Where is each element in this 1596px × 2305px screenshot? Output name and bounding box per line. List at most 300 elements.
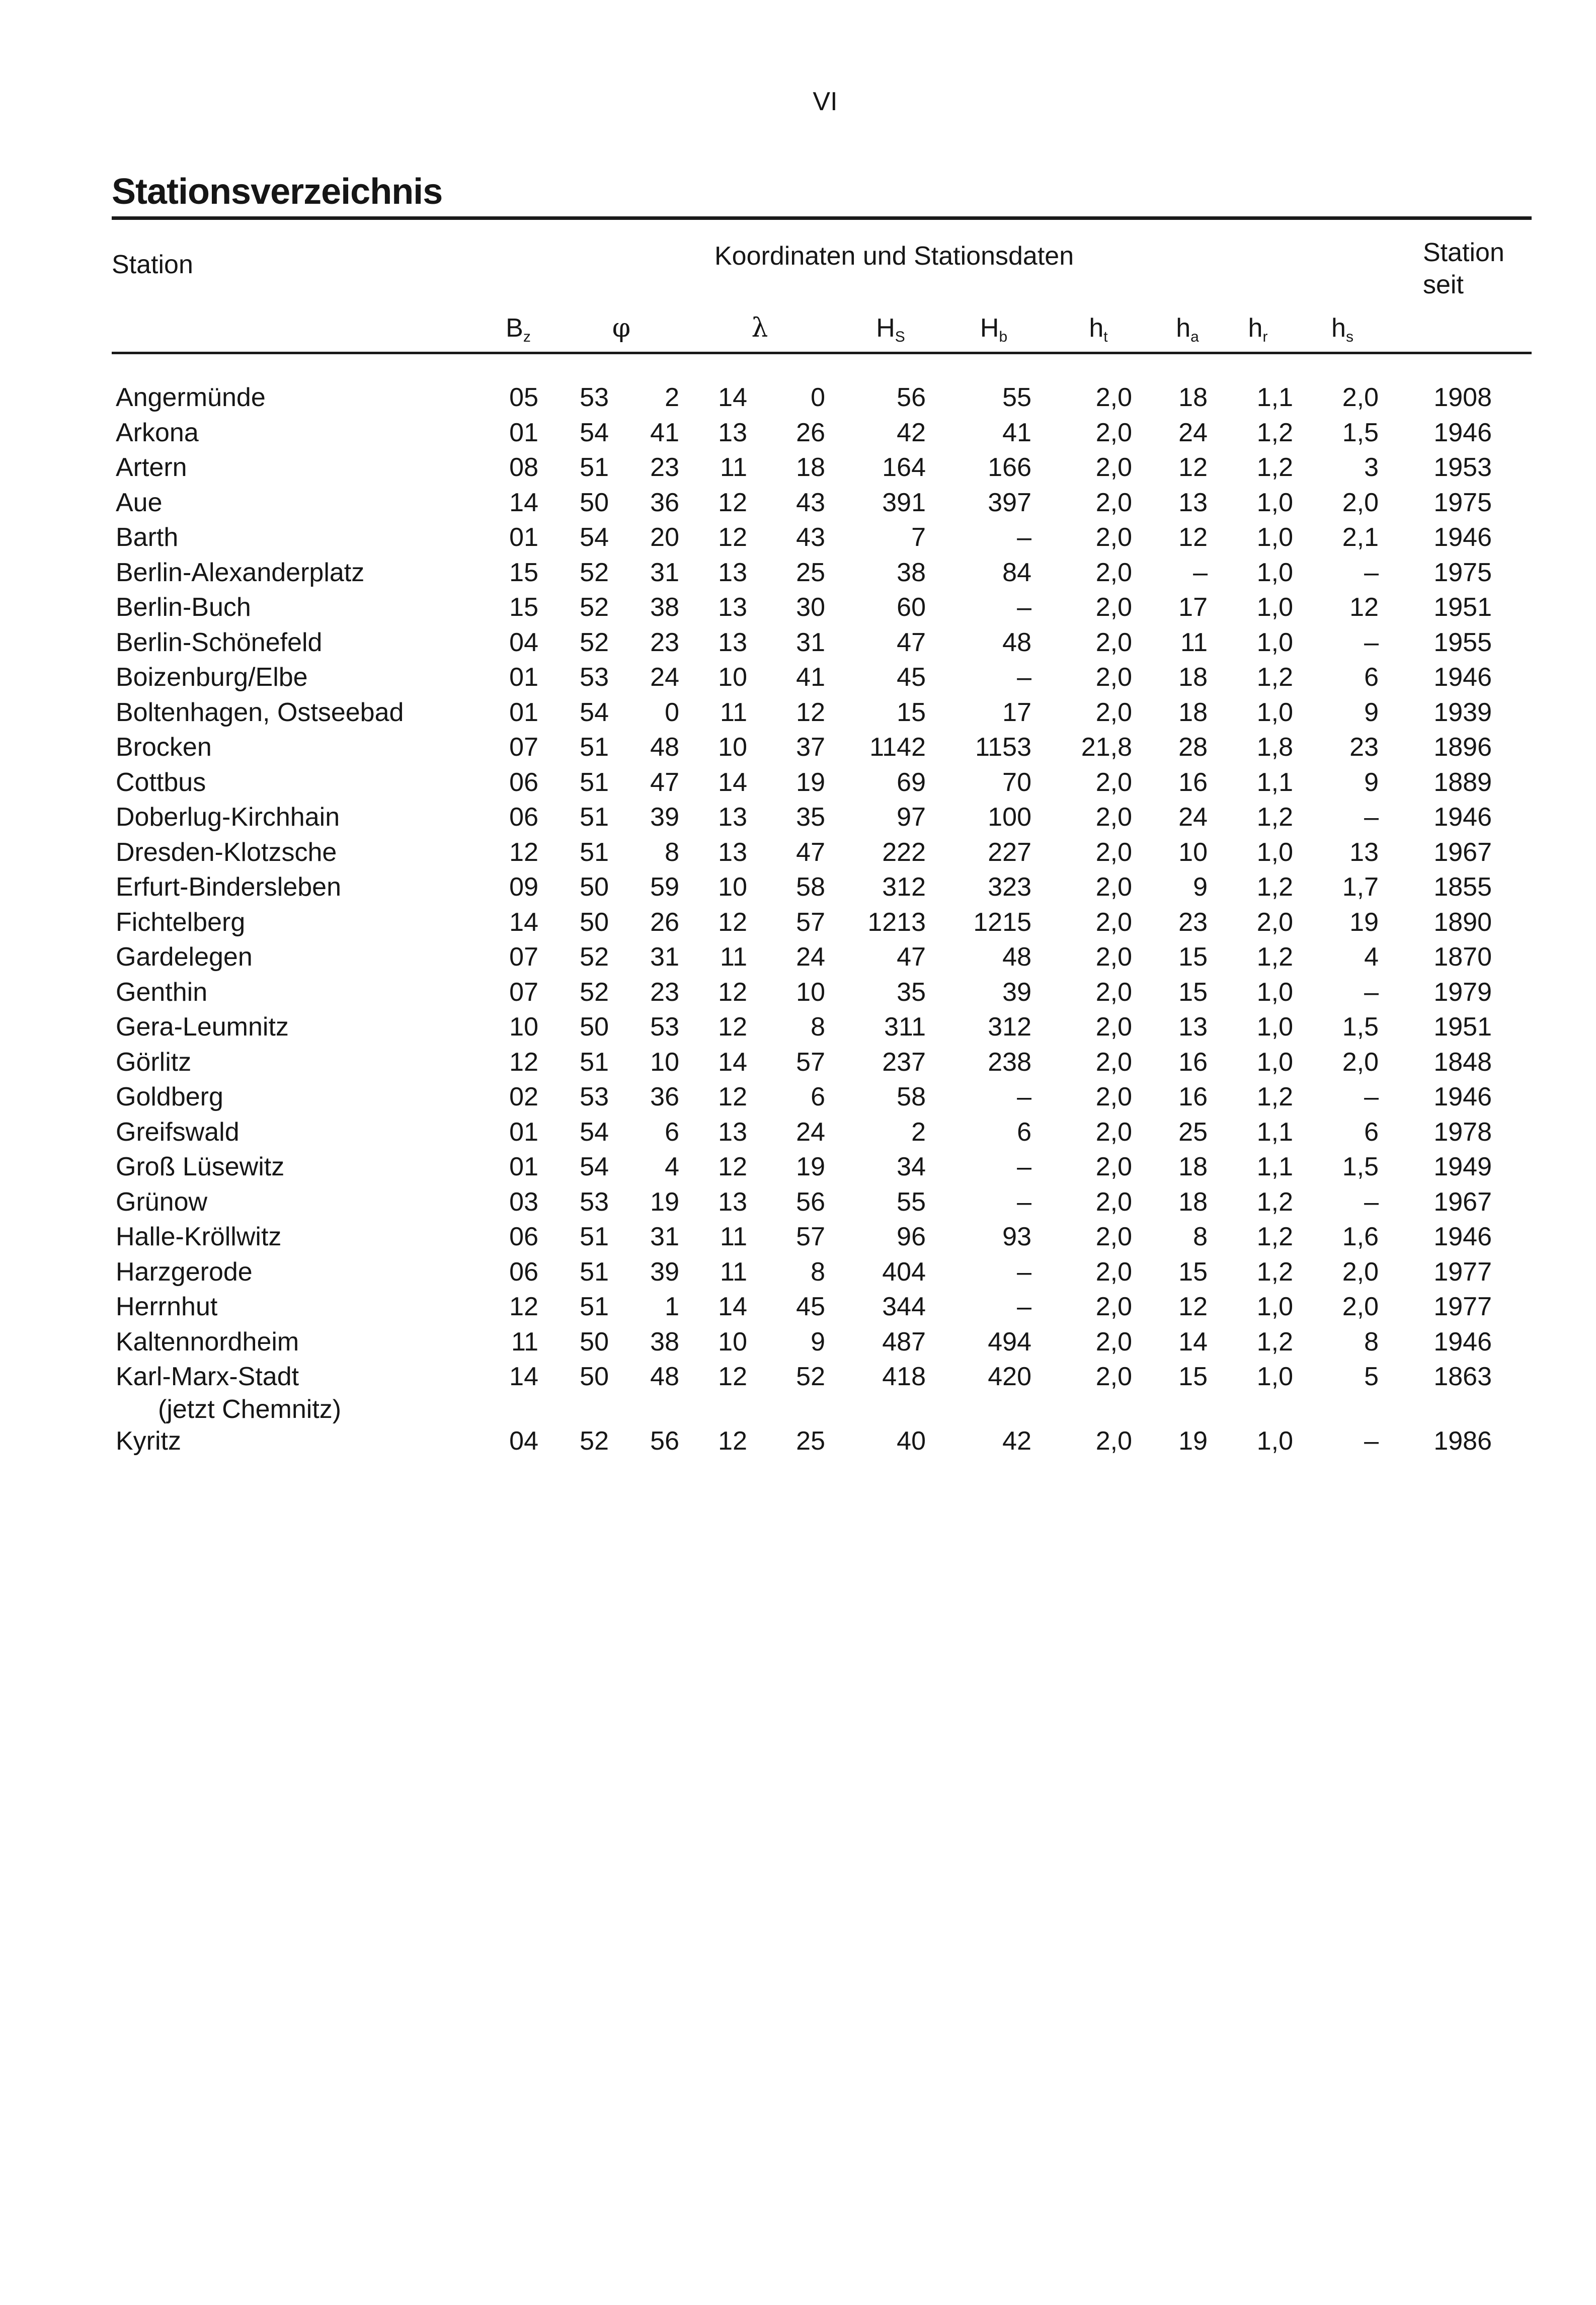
cell-bz: 07	[509, 942, 538, 972]
cell-barometer-height: 48	[1002, 942, 1031, 972]
header-phi: φ	[612, 313, 631, 343]
header-koordinaten: Koordinaten und Stationsdaten	[714, 242, 1074, 271]
cell-phi-deg: 52	[580, 627, 609, 657]
cell-barometer-height: 1215	[973, 907, 1031, 937]
table-row	[0, 555, 1596, 591]
cell-raingauge-height: 1,2	[1256, 1187, 1293, 1217]
cell-thermometer-height: 21,8	[1081, 733, 1132, 762]
station-name: Berlin-Schönefeld	[116, 627, 323, 657]
cell-bz: 01	[509, 1152, 538, 1181]
cell-phi-min: 20	[650, 523, 679, 552]
cell-lambda-deg: 13	[718, 837, 747, 867]
cell-station-since: 1979	[1433, 977, 1492, 1007]
cell-lambda-deg: 13	[718, 627, 747, 657]
header-hb-sub: b	[999, 329, 1008, 345]
cell-lambda-min: 31	[796, 627, 825, 657]
cell-raingauge-height: 1,0	[1256, 1292, 1293, 1321]
cell-anemometer-height: 25	[1178, 1117, 1208, 1147]
cell-bz: 04	[509, 627, 538, 657]
cell-thermometer-height: 2,0	[1095, 837, 1132, 867]
cell-thermometer-height: 2,0	[1095, 1222, 1132, 1251]
cell-sunshine-height: 9	[1364, 697, 1379, 727]
header-hs-small	[1315, 313, 1370, 346]
table-row	[0, 486, 1596, 521]
header-hr-symbol: h	[1248, 313, 1263, 343]
cell-bz: 08	[509, 453, 538, 482]
cell-anemometer-height: 12	[1178, 523, 1208, 552]
cell-raingauge-height: 1,0	[1256, 1012, 1293, 1042]
cell-station-since: 1986	[1433, 1426, 1492, 1456]
cell-station-name	[116, 1150, 284, 1185]
station-name: Brocken	[116, 733, 212, 762]
cell-bz: 06	[509, 803, 538, 832]
header-hs-big	[863, 313, 918, 346]
table-row	[0, 1424, 1596, 1459]
cell-station-since: 1889	[1433, 767, 1492, 797]
cell-anemometer-height: 16	[1178, 767, 1208, 797]
cell-bz: 01	[509, 697, 538, 727]
cell-lambda-deg: 11	[720, 453, 747, 482]
cell-lambda-min: 30	[796, 593, 825, 622]
cell-lambda-min: 19	[796, 767, 825, 797]
table-row	[0, 1080, 1596, 1115]
cell-anemometer-height: 14	[1178, 1327, 1208, 1357]
cell-station-height: 56	[897, 383, 926, 412]
page-number: VI	[813, 87, 838, 116]
cell-station-since: 1908	[1433, 383, 1492, 412]
cell-station-since: 1953	[1433, 453, 1492, 482]
header-ht-symbol: h	[1089, 313, 1104, 343]
cell-lambda-deg: 13	[718, 418, 747, 447]
cell-sunshine-height: –	[1364, 1082, 1379, 1111]
table-row	[0, 870, 1596, 905]
cell-anemometer-height: 24	[1178, 418, 1208, 447]
header-hs-small-symbol: h	[1331, 313, 1346, 343]
cell-raingauge-height: 1,0	[1256, 558, 1293, 587]
cell-thermometer-height: 2,0	[1095, 942, 1132, 972]
cell-lambda-deg: 10	[718, 663, 747, 692]
section-title: Stationsverzeichnis	[112, 172, 443, 212]
station-name: Karl-Marx-Stadt	[116, 1362, 299, 1391]
cell-bz: 14	[509, 907, 538, 937]
cell-raingauge-height: 1,2	[1256, 1222, 1293, 1251]
header-hb	[966, 313, 1021, 346]
cell-station-name	[116, 730, 212, 765]
cell-lambda-min: 25	[796, 1426, 825, 1456]
cell-station-since: 1939	[1433, 697, 1492, 727]
cell-thermometer-height: 2,0	[1095, 803, 1132, 832]
station-name: Boltenhagen, Ostseebad	[116, 697, 404, 727]
cell-anemometer-height: 18	[1178, 1152, 1208, 1181]
cell-sunshine-height: 1,5	[1342, 418, 1379, 447]
cell-lambda-min: 37	[796, 733, 825, 762]
cell-anemometer-height: 10	[1178, 837, 1208, 867]
cell-sunshine-height: –	[1364, 977, 1379, 1007]
cell-phi-deg: 54	[580, 1117, 609, 1147]
cell-phi-deg: 53	[580, 383, 609, 412]
cell-raingauge-height: 1,2	[1256, 663, 1293, 692]
cell-thermometer-height: 2,0	[1095, 523, 1132, 552]
cell-raingauge-height: 1,2	[1256, 418, 1293, 447]
cell-station-height: 35	[897, 977, 926, 1007]
station-name: Herrnhut	[116, 1292, 218, 1321]
cell-anemometer-height: 16	[1178, 1082, 1208, 1111]
cell-station-name	[116, 800, 340, 835]
header-hs-small-sub: s	[1345, 329, 1353, 345]
cell-station-since: 1949	[1433, 1152, 1492, 1181]
cell-station-since: 1955	[1433, 627, 1492, 657]
cell-phi-min: 4	[665, 1152, 679, 1181]
header-hr	[1230, 313, 1286, 346]
cell-station-name	[116, 590, 251, 625]
station-name: Harzgerode	[116, 1257, 253, 1287]
cell-bz: 14	[509, 1362, 538, 1391]
cell-anemometer-height: 24	[1178, 803, 1208, 832]
cell-bz: 05	[509, 383, 538, 412]
cell-station-name	[116, 1290, 217, 1325]
cell-barometer-height: 420	[988, 1362, 1031, 1391]
cell-station-name	[116, 625, 322, 661]
cell-phi-deg: 53	[580, 663, 609, 692]
cell-thermometer-height: 2,0	[1095, 627, 1132, 657]
cell-phi-deg: 50	[580, 1327, 609, 1357]
cell-thermometer-height: 2,0	[1095, 663, 1132, 692]
cell-raingauge-height: 2,0	[1256, 907, 1293, 937]
cell-phi-deg: 50	[580, 907, 609, 937]
station-name: Goldberg	[116, 1082, 223, 1111]
header-lambda: λ	[751, 313, 768, 343]
cell-sunshine-height: –	[1364, 1426, 1379, 1456]
cell-sunshine-height: 1,5	[1342, 1012, 1379, 1042]
cell-station-since: 1977	[1433, 1292, 1492, 1321]
cell-phi-min: 48	[650, 1362, 679, 1391]
header-ha-sub: a	[1190, 329, 1199, 345]
table-row	[0, 660, 1596, 695]
cell-station-name	[116, 975, 207, 1010]
station-name: Gardelegen	[116, 942, 253, 972]
cell-bz: 01	[509, 523, 538, 552]
cell-station-height: 47	[897, 627, 926, 657]
cell-station-name	[116, 870, 341, 905]
cell-anemometer-height: 18	[1178, 697, 1208, 727]
cell-raingauge-height: 1,2	[1256, 1327, 1293, 1357]
cell-barometer-height: –	[1017, 1082, 1031, 1111]
cell-lambda-min: 12	[796, 697, 825, 727]
cell-lambda-min: 26	[796, 418, 825, 447]
cell-bz: 12	[509, 837, 538, 867]
station-name: Barth	[116, 523, 179, 552]
station-name: Arkona	[116, 418, 199, 447]
cell-lambda-min: 57	[796, 907, 825, 937]
cell-phi-min: 47	[650, 767, 679, 797]
cell-anemometer-height: 15	[1178, 977, 1208, 1007]
cell-lambda-deg: 12	[718, 1012, 747, 1042]
cell-raingauge-height: 1,0	[1256, 1362, 1293, 1391]
cell-lambda-min: 19	[796, 1152, 825, 1181]
cell-anemometer-height: 18	[1178, 383, 1208, 412]
cell-lambda-deg: 12	[718, 1082, 747, 1111]
station-name: Aue	[116, 488, 163, 517]
cell-phi-deg: 52	[580, 942, 609, 972]
cell-raingauge-height: 1,0	[1256, 488, 1293, 517]
cell-lambda-min: 41	[796, 663, 825, 692]
cell-station-since: 1896	[1433, 733, 1492, 762]
cell-station-height: 391	[882, 488, 926, 517]
cell-station-height: 222	[882, 837, 926, 867]
cell-barometer-height: –	[1017, 1187, 1031, 1217]
station-name: Halle-Kröllwitz	[116, 1222, 282, 1251]
table-row	[0, 1360, 1596, 1424]
table-row	[0, 1150, 1596, 1185]
cell-anemometer-height: 18	[1178, 663, 1208, 692]
cell-bz: 14	[509, 488, 538, 517]
cell-station-height: 312	[882, 872, 926, 902]
table-row	[0, 1255, 1596, 1290]
table-row	[0, 1325, 1596, 1360]
cell-thermometer-height: 2,0	[1095, 1187, 1132, 1217]
cell-anemometer-height: 18	[1178, 1187, 1208, 1217]
cell-phi-deg: 54	[580, 418, 609, 447]
cell-bz: 07	[509, 733, 538, 762]
station-table	[0, 380, 1596, 1459]
cell-station-height: 487	[882, 1327, 926, 1357]
table-row	[0, 380, 1596, 416]
cell-sunshine-height: 2,0	[1342, 1292, 1379, 1321]
cell-station-height: 45	[897, 663, 926, 692]
cell-bz: 01	[509, 418, 538, 447]
cell-sunshine-height: 5	[1364, 1362, 1379, 1391]
cell-station-name	[116, 905, 245, 940]
cell-raingauge-height: 1,0	[1256, 837, 1293, 867]
cell-bz: 15	[509, 593, 538, 622]
cell-sunshine-height: 2,0	[1342, 488, 1379, 517]
cell-anemometer-height: 15	[1178, 1257, 1208, 1287]
station-name: Kyritz	[116, 1426, 181, 1456]
cell-station-height: 237	[882, 1047, 926, 1077]
table-row	[0, 975, 1596, 1010]
station-name: Angermünde	[116, 383, 266, 412]
header-ht	[1071, 313, 1126, 346]
cell-barometer-height: 70	[1002, 767, 1031, 797]
table-row	[0, 1010, 1596, 1045]
cell-station-name	[116, 660, 308, 695]
header-seit-line1: Station	[1423, 238, 1504, 267]
station-name: Dresden-Klotzsche	[116, 837, 337, 867]
cell-thermometer-height: 2,0	[1095, 453, 1132, 482]
cell-thermometer-height: 2,0	[1095, 1327, 1132, 1357]
cell-barometer-height: 42	[1002, 1426, 1031, 1456]
station-name: Cottbus	[116, 767, 206, 797]
table-row	[0, 1220, 1596, 1255]
cell-lambda-min: 57	[796, 1222, 825, 1251]
cell-lambda-deg: 10	[718, 733, 747, 762]
cell-phi-min: 1	[665, 1292, 679, 1321]
cell-anemometer-height: 11	[1180, 627, 1208, 657]
cell-barometer-height: 17	[1002, 697, 1031, 727]
header-ht-sub: t	[1103, 329, 1108, 345]
cell-phi-deg: 52	[580, 1426, 609, 1456]
cell-station-since: 1946	[1433, 1082, 1492, 1111]
cell-barometer-height: 93	[1002, 1222, 1031, 1251]
cell-sunshine-height: –	[1364, 627, 1379, 657]
cell-phi-min: 2	[665, 383, 679, 412]
cell-anemometer-height: 12	[1178, 453, 1208, 482]
cell-bz: 01	[509, 1117, 538, 1147]
cell-phi-deg: 50	[580, 872, 609, 902]
cell-station-height: 97	[897, 803, 926, 832]
table-row	[0, 835, 1596, 870]
cell-lambda-deg: 13	[718, 593, 747, 622]
cell-lambda-min: 8	[811, 1257, 825, 1287]
station-name: Berlin-Buch	[116, 593, 251, 622]
cell-barometer-height: –	[1017, 1257, 1031, 1287]
cell-sunshine-height: 2,0	[1342, 383, 1379, 412]
cell-lambda-min: 25	[796, 558, 825, 587]
cell-barometer-height: 494	[988, 1327, 1031, 1357]
cell-sunshine-height: 8	[1364, 1327, 1379, 1357]
cell-sunshine-height: 3	[1364, 453, 1379, 482]
cell-station-since: 1890	[1433, 907, 1492, 937]
station-name: Grünow	[116, 1187, 208, 1217]
cell-station-height: 2	[911, 1117, 926, 1147]
cell-barometer-height: 55	[1002, 383, 1031, 412]
cell-station-height: 34	[897, 1152, 926, 1181]
cell-barometer-height: 6	[1017, 1117, 1031, 1147]
cell-phi-min: 24	[650, 663, 679, 692]
cell-station-name	[116, 1185, 207, 1220]
cell-bz: 06	[509, 1257, 538, 1287]
cell-station-name	[116, 695, 404, 731]
cell-station-since: 1946	[1433, 1327, 1492, 1357]
cell-lambda-min: 47	[796, 837, 825, 867]
cell-lambda-deg: 14	[718, 1292, 747, 1321]
cell-lambda-min: 18	[796, 453, 825, 482]
cell-station-height: 344	[882, 1292, 926, 1321]
cell-bz: 10	[509, 1012, 538, 1042]
cell-phi-min: 31	[650, 1222, 679, 1251]
cell-raingauge-height: 1,2	[1256, 872, 1293, 902]
cell-phi-min: 53	[650, 1012, 679, 1042]
station-name: Kaltennordheim	[116, 1327, 299, 1357]
cell-station-name	[116, 1424, 181, 1459]
cell-barometer-height: 48	[1002, 627, 1031, 657]
cell-station-height: 15	[897, 697, 926, 727]
cell-station-name	[116, 1360, 341, 1424]
cell-raingauge-height: 1,0	[1256, 593, 1293, 622]
cell-barometer-height: –	[1017, 1292, 1031, 1321]
cell-raingauge-height: 1,2	[1256, 1257, 1293, 1287]
cell-phi-deg: 53	[580, 1187, 609, 1217]
cell-thermometer-height: 2,0	[1095, 383, 1132, 412]
cell-barometer-height: 1153	[975, 733, 1031, 762]
cell-thermometer-height: 2,0	[1095, 1152, 1132, 1181]
cell-raingauge-height: 1,0	[1256, 1047, 1293, 1077]
cell-lambda-deg: 10	[718, 1327, 747, 1357]
cell-sunshine-height: 6	[1364, 663, 1379, 692]
station-name: Greifswald	[116, 1117, 240, 1147]
cell-barometer-height: 39	[1002, 977, 1031, 1007]
cell-sunshine-height: –	[1364, 558, 1379, 587]
cell-phi-deg: 52	[580, 977, 609, 1007]
cell-phi-min: 36	[650, 1082, 679, 1111]
station-name: Berlin-Alexanderplatz	[116, 558, 365, 587]
cell-sunshine-height: 6	[1364, 1117, 1379, 1147]
cell-barometer-height: –	[1017, 523, 1031, 552]
cell-lambda-min: 45	[796, 1292, 825, 1321]
cell-raingauge-height: 1,2	[1256, 453, 1293, 482]
cell-lambda-deg: 14	[718, 767, 747, 797]
cell-phi-min: 39	[650, 1257, 679, 1287]
cell-barometer-height: 41	[1002, 418, 1031, 447]
cell-lambda-min: 8	[811, 1012, 825, 1042]
cell-sunshine-height: 9	[1364, 767, 1379, 797]
cell-lambda-min: 6	[811, 1082, 825, 1111]
cell-raingauge-height: 1,0	[1256, 697, 1293, 727]
cell-thermometer-height: 2,0	[1095, 1292, 1132, 1321]
cell-lambda-min: 24	[796, 942, 825, 972]
cell-sunshine-height: 13	[1349, 837, 1379, 867]
cell-lambda-deg: 10	[718, 872, 747, 902]
cell-raingauge-height: 1,1	[1256, 1152, 1293, 1181]
cell-thermometer-height: 2,0	[1095, 1426, 1132, 1456]
header-hb-symbol: H	[980, 313, 999, 343]
cell-bz: 07	[509, 977, 538, 1007]
cell-bz: 12	[509, 1292, 538, 1321]
cell-phi-min: 38	[650, 1327, 679, 1357]
cell-station-name	[116, 835, 337, 870]
cell-lambda-min: 0	[811, 383, 825, 412]
cell-phi-min: 23	[650, 977, 679, 1007]
cell-thermometer-height: 2,0	[1095, 558, 1132, 587]
cell-anemometer-height: 17	[1178, 593, 1208, 622]
cell-phi-deg: 54	[580, 697, 609, 727]
cell-station-since: 1975	[1433, 558, 1492, 587]
cell-station-name	[116, 450, 187, 486]
cell-bz: 06	[509, 1222, 538, 1251]
cell-bz: 03	[509, 1187, 538, 1217]
cell-anemometer-height: 9	[1193, 872, 1208, 902]
cell-raingauge-height: 1,8	[1256, 733, 1293, 762]
cell-station-height: 164	[882, 453, 926, 482]
cell-raingauge-height: 1,0	[1256, 523, 1293, 552]
cell-phi-deg: 51	[580, 1222, 609, 1251]
cell-bz: 04	[509, 1426, 538, 1456]
cell-station-since: 1946	[1433, 663, 1492, 692]
cell-anemometer-height: 19	[1178, 1426, 1208, 1456]
station-name: Doberlug-Kirchhain	[116, 803, 340, 832]
cell-phi-deg: 51	[580, 767, 609, 797]
cell-lambda-min: 24	[796, 1117, 825, 1147]
cell-raingauge-height: 1,2	[1256, 942, 1293, 972]
cell-lambda-deg: 12	[718, 977, 747, 1007]
cell-thermometer-height: 2,0	[1095, 907, 1132, 937]
cell-barometer-height: 84	[1002, 558, 1031, 587]
header-ha-symbol: h	[1176, 313, 1191, 343]
cell-lambda-deg: 11	[720, 942, 747, 972]
cell-station-name	[116, 1325, 299, 1360]
station-name: Görlitz	[116, 1047, 192, 1077]
station-name: Artern	[116, 453, 187, 482]
cell-raingauge-height: 1,0	[1256, 1426, 1293, 1456]
header-ha	[1160, 313, 1215, 346]
cell-station-name	[116, 1080, 223, 1115]
cell-sunshine-height: 2,1	[1342, 523, 1379, 552]
cell-lambda-deg: 14	[718, 383, 747, 412]
cell-station-since: 1977	[1433, 1257, 1492, 1287]
cell-phi-min: 36	[650, 488, 679, 517]
table-row	[0, 1115, 1596, 1150]
cell-station-height: 404	[882, 1257, 926, 1287]
